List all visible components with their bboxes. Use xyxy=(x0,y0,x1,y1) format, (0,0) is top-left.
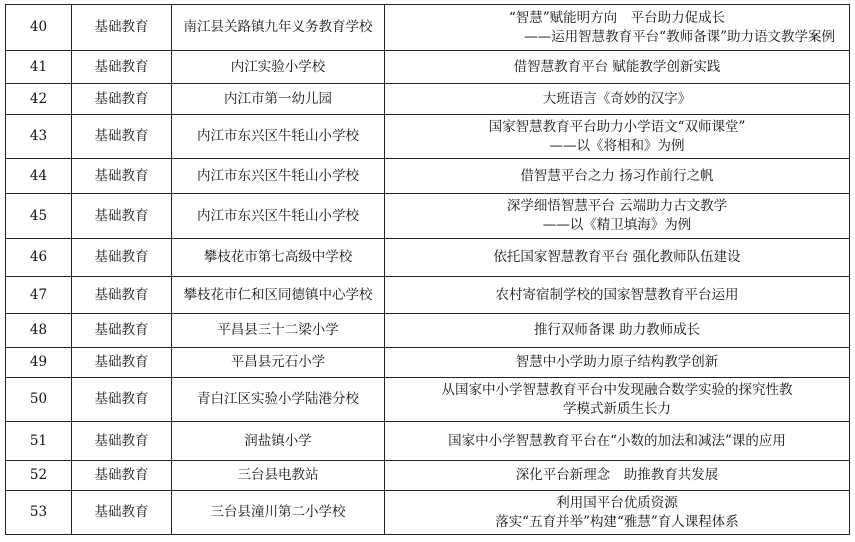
title-line: 智慧中小学助力原子结构教学创新 xyxy=(515,354,719,370)
row-category: 基础教育 xyxy=(72,378,172,422)
title-line: 利用国平台优质资源 xyxy=(556,494,678,511)
table-row xyxy=(6,422,850,461)
title-line: 推行双师备课 助力教师成长 xyxy=(533,322,701,338)
row-category: 基础教育 xyxy=(72,314,172,348)
row-number: 51 xyxy=(6,422,72,461)
row-category: 基础教育 xyxy=(72,84,172,115)
row-title xyxy=(385,115,850,159)
row-category: 基础教育 xyxy=(72,115,172,159)
row-school: 内江市东兴区牛牦山小学校 xyxy=(172,159,385,194)
row-title xyxy=(385,51,850,84)
row-category: 基础教育 xyxy=(72,239,172,277)
table-row xyxy=(6,51,850,84)
row-school: 内江市东兴区牛牦山小学校 xyxy=(172,194,385,239)
row-title xyxy=(385,378,850,422)
row-number: 48 xyxy=(6,314,72,348)
row-category: 基础教育 xyxy=(72,194,172,239)
title-line: 深化平台新理念 助推教育共发展 xyxy=(515,467,719,483)
title-subline: ——以《精卫填海》为例 xyxy=(542,217,692,233)
row-title xyxy=(385,159,850,194)
title-line: 深学细悟智慧平台 云端助力古文教学 xyxy=(506,198,728,214)
title-line: 国家智慧教育平台助力小学语文“双师课堂” xyxy=(488,118,746,135)
title-line: 从国家中小学智慧教育平台中发现融合数学实验的探究性教 xyxy=(441,381,793,398)
row-school: 平昌县三十二梁小学 xyxy=(172,314,385,348)
table-row xyxy=(6,314,850,348)
row-category: 基础教育 xyxy=(72,159,172,194)
row-category: 基础教育 xyxy=(72,51,172,84)
row-number: 53 xyxy=(6,491,72,535)
row-number: 40 xyxy=(6,5,72,51)
title-line: 农村寄宿制学校的国家智慧教育平台运用 xyxy=(495,286,739,303)
cases-table xyxy=(5,4,850,535)
row-school: 三台县潼川第二小学校 xyxy=(172,491,385,535)
title-line: 借智慧教育平台 赋能教学创新实践 xyxy=(513,58,721,75)
row-school: 三台县电教站 xyxy=(172,461,385,491)
row-title xyxy=(385,348,850,378)
row-category: 基础教育 xyxy=(72,422,172,461)
title-line: 大班语言《奇妙的汉字》 xyxy=(542,90,692,107)
row-school: 内江实验小学校 xyxy=(172,51,385,84)
row-number: 45 xyxy=(6,194,72,239)
row-number: 52 xyxy=(6,461,72,491)
row-title xyxy=(385,277,850,314)
row-number: 41 xyxy=(6,51,72,84)
table-row xyxy=(6,277,850,314)
row-number: 44 xyxy=(6,159,72,194)
row-school: 内江市第一幼儿园 xyxy=(172,84,385,115)
row-title xyxy=(385,5,850,51)
title-subline: 落实“五育并举”构建“雅慧”育人课程体系 xyxy=(495,513,739,530)
title-line: “智慧”赋能明方向 平台助力促成长 xyxy=(508,9,726,26)
row-category: 基础教育 xyxy=(72,348,172,378)
table-row xyxy=(6,5,850,51)
row-title xyxy=(385,491,850,535)
title-line: 借智慧平台之力 扬习作前行之帆 xyxy=(520,167,714,184)
row-title xyxy=(385,84,850,115)
table-body xyxy=(6,5,850,535)
table-row xyxy=(6,461,850,491)
row-category: 基础教育 xyxy=(72,461,172,491)
row-category: 基础教育 xyxy=(72,277,172,314)
table-row xyxy=(6,115,850,159)
title-subline: ——运用智慧教育平台“教师备课”助力语文教学案例 xyxy=(524,28,835,45)
row-category: 基础教育 xyxy=(72,491,172,535)
title-subline: 学模式新质生长力 xyxy=(563,400,671,417)
row-number: 49 xyxy=(6,348,72,378)
row-category: 基础教育 xyxy=(72,5,172,51)
title-line: 国家中小学智慧教育平台在“小数的加法和减法”课的应用 xyxy=(448,432,786,449)
title-subline: ——以《将相和》为例 xyxy=(549,137,685,154)
row-number: 50 xyxy=(6,378,72,422)
row-title xyxy=(385,422,850,461)
table-row xyxy=(6,491,850,535)
table-row xyxy=(6,159,850,194)
row-school: 润盐镇小学 xyxy=(172,422,385,461)
row-title xyxy=(385,314,850,348)
table-row xyxy=(6,84,850,115)
row-number: 47 xyxy=(6,277,72,314)
row-number: 43 xyxy=(6,115,72,159)
row-school: 攀枝花市仁和区同德镇中心学校 xyxy=(172,277,385,314)
table-row xyxy=(6,194,850,239)
row-school: 平昌县元石小学 xyxy=(172,348,385,378)
row-number: 46 xyxy=(6,239,72,277)
row-number: 42 xyxy=(6,84,72,115)
table-row xyxy=(6,378,850,422)
table-row xyxy=(6,348,850,378)
table-row xyxy=(6,239,850,277)
row-school: 内江市东兴区牛牦山小学校 xyxy=(172,115,385,159)
row-title xyxy=(385,239,850,277)
title-line: 依托国家智慧教育平台 强化教师队伍建设 xyxy=(493,249,741,265)
row-school: 青白江区实验小学陆港分校 xyxy=(172,378,385,422)
row-school: 南江县关路镇九年义务教育学校 xyxy=(172,5,385,51)
row-school: 攀枝花市第七高级中学校 xyxy=(172,239,385,277)
row-title xyxy=(385,194,850,239)
row-title xyxy=(385,461,850,491)
